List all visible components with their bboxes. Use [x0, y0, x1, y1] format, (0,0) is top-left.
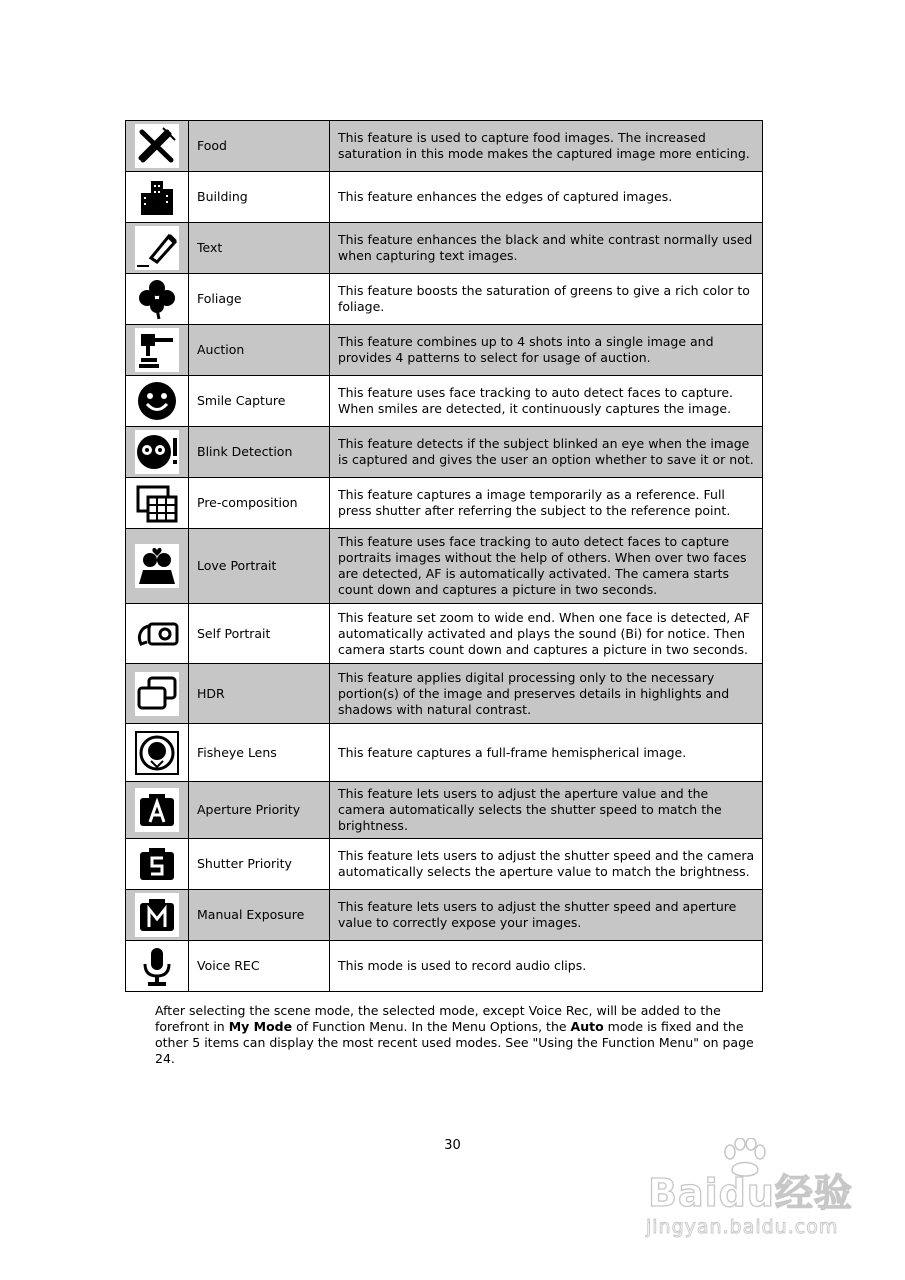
- mode-name: Auction: [189, 325, 330, 376]
- mode-description: This feature enhances the edges of captured images.: [330, 172, 763, 223]
- note-bold-my-mode: My Mode: [228, 1019, 293, 1034]
- mode-description: This feature set zoom to wide end. When one face is detected, AF automatically activated and plays the sound (Bi) for notice. Then camera starts count down and captures a picture in two seconds.: [330, 604, 763, 664]
- scene-mode-table: [125, 120, 763, 992]
- smile-face-icon: [135, 379, 179, 423]
- pre-composition-grid-icon: [135, 481, 179, 525]
- page-number: 30: [444, 1138, 461, 1153]
- mode-name: Self Portrait: [189, 604, 330, 664]
- mode-description: This feature applies digital processing only to the necessary portion(s) of the image and preserves details in highlights and shadows with natural contrast.: [330, 664, 763, 724]
- table-row: [126, 890, 763, 941]
- note-text: After selecting the scene mode, the selected mode, except Voice Rec, will be added to the forefront in: [155, 1003, 721, 1034]
- mode-name: Pre-composition: [189, 478, 330, 529]
- mode-name: Manual Exposure: [189, 890, 330, 941]
- food-icon: [135, 124, 179, 168]
- baidu-watermark: [640, 1140, 860, 1250]
- aperture-priority-icon: [135, 788, 179, 832]
- table-row: [126, 839, 763, 890]
- mode-name: Smile Capture: [189, 376, 330, 427]
- mode-description: This feature uses face tracking to auto detect faces to capture. When smiles are detected, it continuously captures the image.: [330, 376, 763, 427]
- mode-name: Text: [189, 223, 330, 274]
- mode-description: This feature lets users to adjust the aperture value and the camera automatically selects the shutter speed to match the brightness.: [330, 782, 763, 839]
- mode-name: Food: [189, 121, 330, 172]
- hdr-icon: [135, 672, 179, 716]
- mode-name: Voice REC: [189, 941, 330, 992]
- mode-name: Shutter Priority: [189, 839, 330, 890]
- table-row: [126, 274, 763, 325]
- mode-description: This feature enhances the black and white contrast normally used when capturing text images.: [330, 223, 763, 274]
- mode-name: Foliage: [189, 274, 330, 325]
- blink-face-icon: [135, 430, 179, 474]
- table-row: [126, 325, 763, 376]
- watermark-url: jingyan.baidu.com: [646, 1216, 839, 1238]
- mode-description: This mode is used to record audio clips.: [330, 941, 763, 992]
- mode-name: Love Portrait: [189, 529, 330, 604]
- table-row: [126, 782, 763, 839]
- mode-description: This feature combines up to 4 shots into a single image and provides 4 patterns to select for usage of auction.: [330, 325, 763, 376]
- mode-name: Fisheye Lens: [189, 724, 330, 782]
- mode-name: Building: [189, 172, 330, 223]
- foliage-clover-icon: [135, 277, 179, 321]
- my-mode-note: [155, 1003, 775, 1067]
- mode-name: HDR: [189, 664, 330, 724]
- table-row: [126, 478, 763, 529]
- table-row: [126, 724, 763, 782]
- table-row: [126, 941, 763, 992]
- note-text: mode is fixed and the other 5 items can display the most recent used modes. See "Using the Function Menu" on page 24.: [155, 1019, 754, 1066]
- self-portrait-camera-icon: [135, 612, 179, 656]
- building-icon: [135, 175, 179, 219]
- auction-gavel-icon: [135, 328, 179, 372]
- mode-description: This feature captures a full-frame hemispherical image.: [330, 724, 763, 782]
- love-portrait-icon: [135, 544, 179, 588]
- mode-name: Blink Detection: [189, 427, 330, 478]
- note-bold-auto: Auto: [570, 1019, 604, 1034]
- note-text: of Function Menu. In the Menu Options, the: [292, 1019, 571, 1034]
- table-row: [126, 376, 763, 427]
- mode-description: This feature uses face tracking to auto detect faces to capture portraits images without the help of others. When over two faces are detected, AF is automatically activated. The camera starts count down and captures a picture in two seconds.: [330, 529, 763, 604]
- mode-description: This feature detects if the subject blinked an eye when the image is captured and gives the user an option whether to save it or not.: [330, 427, 763, 478]
- manual-exposure-icon: [135, 893, 179, 937]
- shutter-priority-icon: [135, 842, 179, 886]
- table-row: [126, 427, 763, 478]
- table-row: [126, 664, 763, 724]
- mode-description: This feature is used to capture food images. The increased saturation in this mode makes the captured image more enticing.: [330, 121, 763, 172]
- table-row: [126, 529, 763, 604]
- table-row: [126, 604, 763, 664]
- mode-description: This feature lets users to adjust the shutter speed and the camera automatically selects the aperture value to match the brightness.: [330, 839, 763, 890]
- mode-name: Aperture Priority: [189, 782, 330, 839]
- watermark-brand: Baidu经验: [648, 1171, 853, 1215]
- table-row: [126, 172, 763, 223]
- table-row: [126, 223, 763, 274]
- mode-description: This feature lets users to adjust the shutter speed and aperture value to correctly expose your images.: [330, 890, 763, 941]
- fisheye-lens-icon: [135, 731, 179, 775]
- mode-description: This feature boosts the saturation of greens to give a rich color to foliage.: [330, 274, 763, 325]
- table-row: [126, 121, 763, 172]
- mode-description: This feature captures a image temporarily as a reference. Full press shutter after referring the subject to the reference point.: [330, 478, 763, 529]
- text-pen-icon: [135, 226, 179, 270]
- microphone-icon: [135, 944, 179, 988]
